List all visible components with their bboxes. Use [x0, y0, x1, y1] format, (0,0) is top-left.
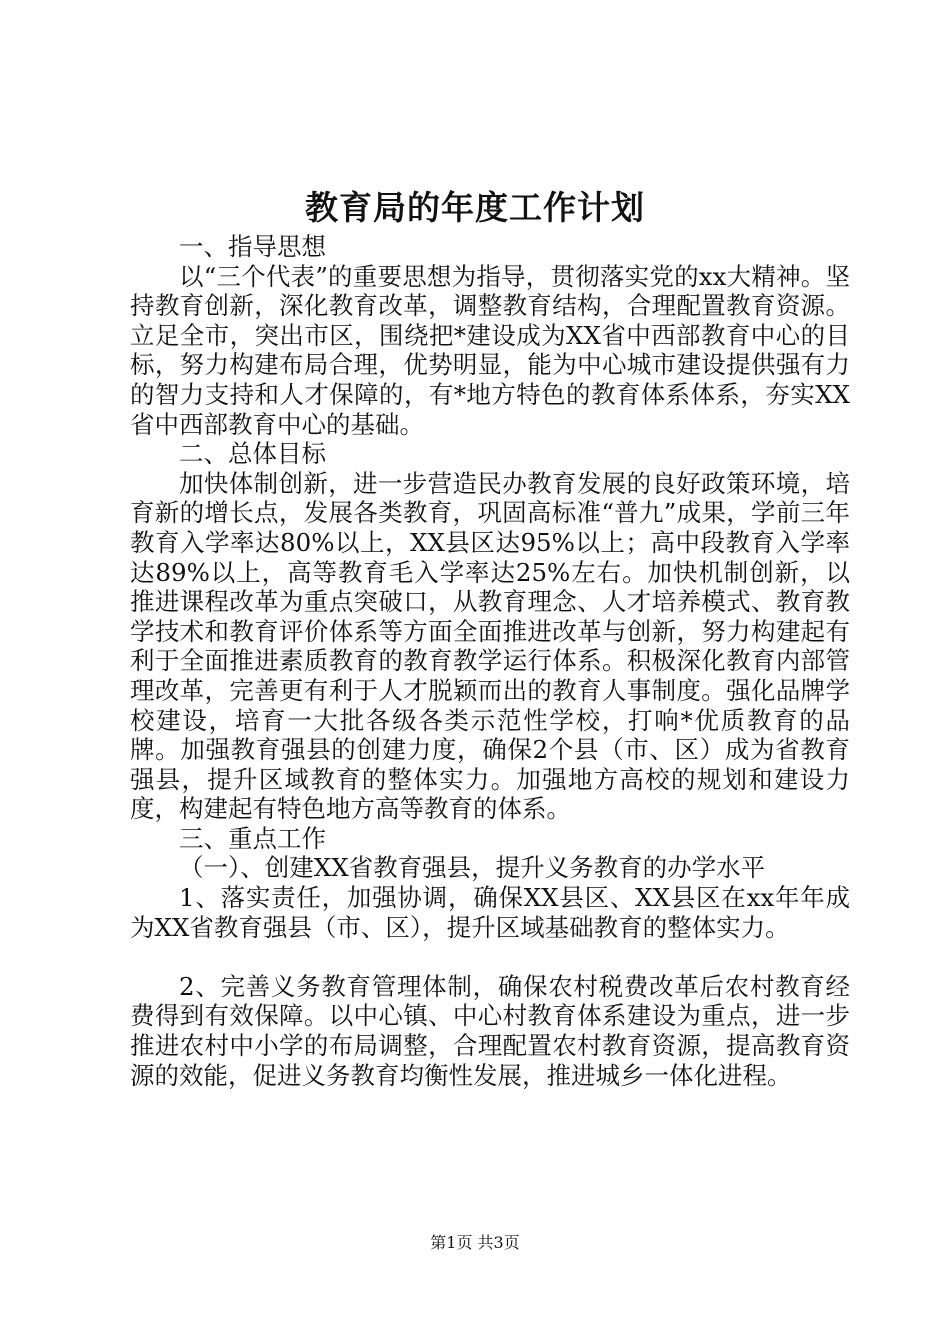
subsection-heading-education-county: （一）、创建XX省教育强县，提升义务教育的办学水平	[179, 853, 766, 883]
section-heading-key-work: 三、重点工作	[179, 823, 326, 853]
paragraph-overall-goals: 加快体制创新，进一步营造民办教育发展的良好政策环境，培育新的增长点，发展各类教育，巩固高标准“普九”成果，学前三年教育入学率达80%以上，XX县区达95%以上；高中段教育入学率达89%以上，高等教育毛入学率达25%左右。加快机制创新，以推进课程改革为重点突破口，从教育理念、人才培养模式、教育教学技术和教育评价体系等方面全面推进改革与创新，努力构建起有利于全面推进素质教育的教育教学运行体系。积极深化教育内部管理改革，完善更有利于人才脱颖而出的教育人事制度。强化品牌学校建设，培育一大批各级各类示范性学校，打响*优质教育的品牌。加强教育强县的创建力度，确保2个县（市、区）成为省教育强县，提升区域教育的整体实力。加强地方高校的规划和建设力度，构建起有特色地方高等教育的体系。	[130, 468, 850, 824]
paragraph-guiding-ideology: 以“三个代表”的重要思想为指导，贯彻落实党的xx大精神。坚持教育创新，深化教育改革，调整教育结构，合理配置教育资源。立足全市，突出市区，围绕把*建设成为XX省中西部教育中心的目标，努力构建布局合理，优势明显，能为中心城市建设提供强有力的智力支持和人才保障的，有*地方特色的教育体系体系，夯实XX省中西部教育中心的基础。	[130, 261, 850, 439]
section-heading-overall-goals: 二、总体目标	[179, 439, 326, 469]
document-title: 教育局的年度工作计划	[305, 188, 645, 227]
paragraph-key-work-item-1: 1、落实责任，加强协调，确保XX县区、XX县区在xx年年成为XX省教育强县（市、区），提升区域基础教育的整体实力。	[130, 883, 850, 942]
page-number-footer: 第1页 共3页	[430, 1233, 520, 1252]
section-heading-guiding-ideology: 一、指导思想	[179, 232, 326, 261]
document-body	[130, 232, 850, 1090]
paragraph-key-work-item-2: 2、完善义务教育管理体制，确保农村税费改革后农村教育经费得到有效保障。以中心镇、中心村教育体系建设为重点，进一步推进农村中小学的布局调整，合理配置农村教育资源，提高教育资源的效能，促进义务教育均衡性发展，推进城乡一体化进程。	[130, 971, 850, 1090]
paragraph-spacer	[130, 942, 850, 972]
